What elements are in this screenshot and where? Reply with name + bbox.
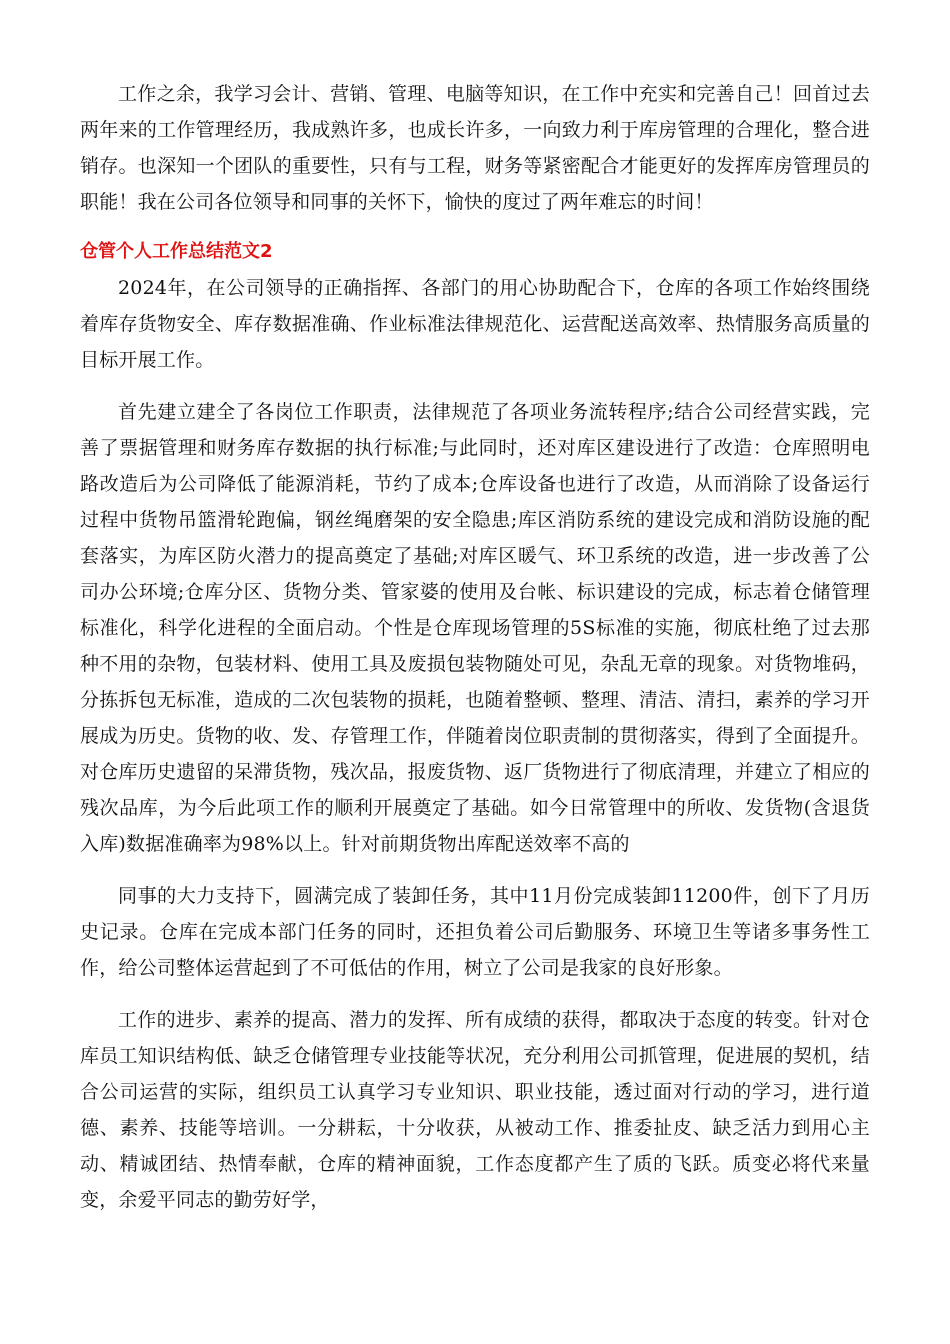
section-heading: 仓管个人工作总结范文2 <box>80 241 273 262</box>
paragraph-2024-summary: 2024年，在公司领导的正确指挥、各部门的用心协助配合下，仓库的各项工作始终围绕着库存货物安全、库存数据准确、作业标准法律规范化、运营配送高效率、热情服务高质量的目标开展工作。 <box>80 277 870 371</box>
document-page <box>80 76 870 1218</box>
paragraph-gap <box>80 862 870 878</box>
paragraph-gap <box>80 986 870 1002</box>
paragraph-intro: 工作之余，我学习会计、营销、管理、电脑等知识，在工作中充实和完善自己！回首过去两年来的工作管理经历，我成熟许多，也成长许多，一向致力利于库房管理的合理化，整合进销存。也深知一个团队的重要性，只有与工程，财务等紧密配合才能更好的发挥库房管理员的职能！我在公司各位领导和同事的关怀下，愉快的度过了两年难忘的时间！ <box>80 83 870 213</box>
paragraph-attitude: 工作的进步、素养的提高、潜力的发挥、所有成绩的获得，都取决于态度的转变。针对仓库员工知识结构低、缺乏仓储管理专业技能等状况，充分利用公司抓管理，促进展的契机，结合公司运营的实际，组织员工认真学习专业知识、职业技能，透过面对行动的学习，进行道德、素养、技能等培训。一分耕耘，十分收获，从被动工作、推委扯皮、缺乏活力到用心主动、精诚团结、热情奉献，仓库的精神面貌，工作态度都产生了质的飞跃。质变必将代来量变，余爱平同志的勤劳好学， <box>80 1009 870 1211</box>
paragraph-loading-task: 同事的大力支持下，圆满完成了装卸任务，其中11月份完成装卸11200件，创下了月历史记录。仓库在完成本部门任务的同时，还担负着公司后勤服务、环境卫生等诸多事务性工作，给公司整体运营起到了不可低估的作用，树立了公司是我家的良好形象。 <box>80 885 870 979</box>
paragraph-improvements: 首先建立建全了各岗位工作职责，法律规范了各项业务流转程序;结合公司经营实践，完善了票据管理和财务库存数据的执行标准;与此同时，还对库区建设进行了改造：仓库照明电路改造后为公司降低了能源消耗，节约了成本;仓库设备也进行了改造，从而消除了设备运行过程中货物吊篮滑轮跑偏，钢丝绳磨架的安全隐患;库区消防系统的建设完成和消防设施的配套落实，为库区防火潜力的提高奠定了基础;对库区暖气、环卫系统的改造，进一步改善了公司办公环境;仓库分区、货物分类、管家婆的使用及台帐、标识建设的完成，标志着仓储管理标准化，科学化进程的全面启动。个性是仓库现场管理的5S标准的实施，彻底杜绝了过去那种不用的杂物，包装材料、使用工具及废损包装物随处可见，杂乱无章的现象。对货物堆码，分拣拆包无标准，造成的二次包装物的损耗，也随着整顿、整理、清洁、清扫，素养的学习开展成为历史。货物的收、发、存管理工作，伴随着岗位职责制的贯彻落实，得到了全面提升。对仓库历史遗留的呆滞货物，残次品，报废货物、返厂货物进行了彻底清理，并建立了相应的残次品库，为今后此项工作的顺利开展奠定了基础。如今日常管理中的所收、发货物(含退货入库)数据准确率为98%以上。针对前期货物出库配送效率不高的 <box>80 401 870 855</box>
paragraph-gap <box>80 378 870 394</box>
